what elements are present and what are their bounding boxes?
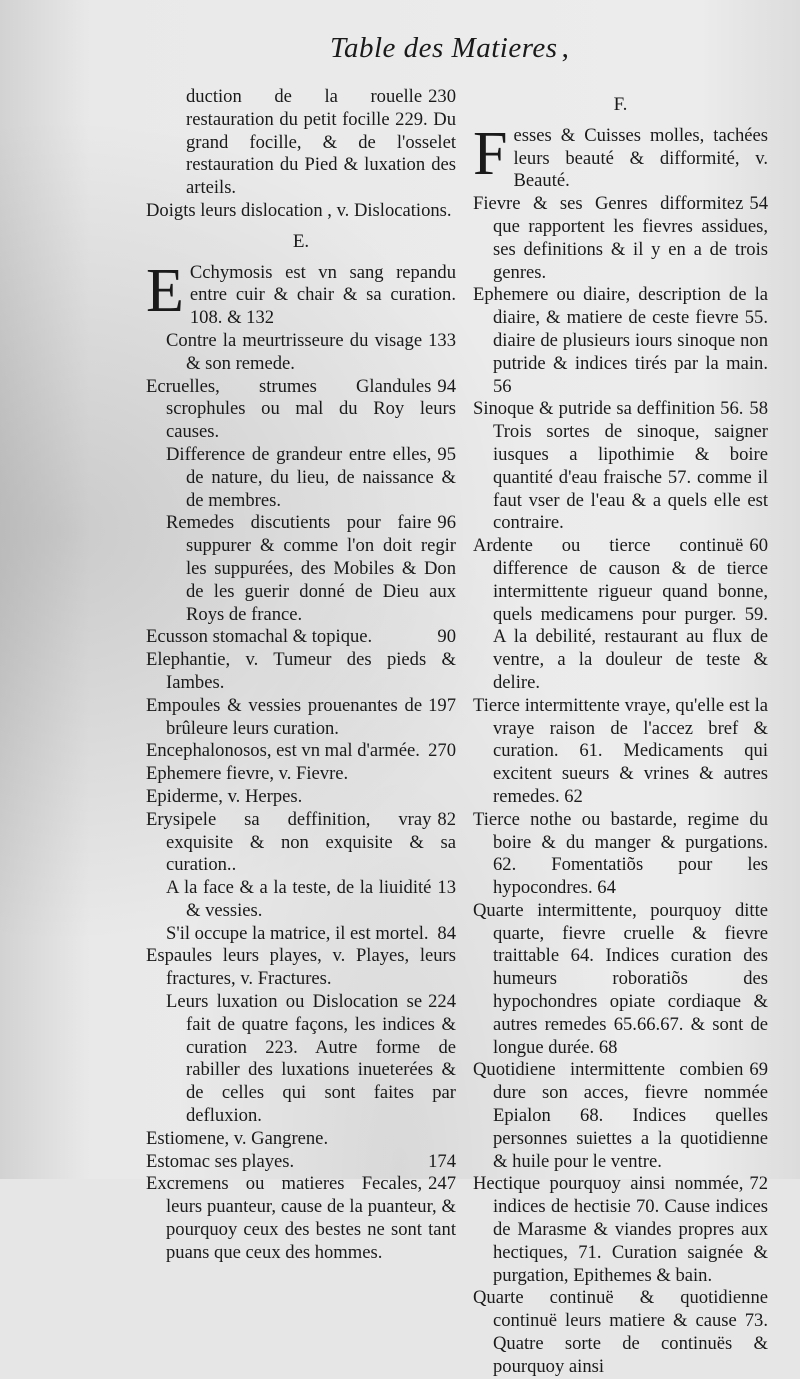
index-entry [146,1128,456,1151]
page-number: 96 [437,512,456,534]
entry-text: S'il occupe la matrice, il est mortel. [166,922,429,944]
index-entry [146,444,456,512]
index-entry [146,200,456,223]
index-entry [146,695,456,741]
entry-text: Difference de grandeur entre elles, de nature, du lieu, de naissance & de membres. [166,443,456,511]
header-title: Table des Matieres [330,32,558,64]
entry-text: Epiderme, v. Herpes. [146,785,303,807]
entry-text: Excremens ou matieres Fecales, leurs puanteur, cause de la puanteur, & pourquoy ceux des bestes ne sont tant puans que ceux des hommes. [146,1173,456,1263]
index-entry [146,945,456,991]
entry-text: Espaules leurs playes, v. Playes, leurs fractures, v. Fractures. [146,945,456,990]
index-entry [473,193,768,284]
header-punct: , [561,32,570,64]
entry-text: Quarte continuë & quotidienne continuë leurs matiere & cause 73. Quatre sorte de continuës & pourquoy ainsi [473,1287,768,1377]
entry-text: Remedes discutients pour faire suppurer & comme l'on doit regir les suppurées, des Mobiles & Don de les guerir donné de Dieu aux Roys de france. [166,512,456,625]
page-number: 174 [428,1150,456,1172]
entry-text: Ephemere ou diaire, description de la diaire, & matiere de ceste fievre 55. diaire de plusieurs iours sinoque non putride & indices tirés par la main. 56 [473,284,768,397]
entry-text: Quarte intermittente, pourquoy ditte quarte, fievre cruelle & fievre traittable 64. Indices curation des humeurs roboratiõs des hypochondres opiate cordiaque & autres remedes 65.66.67. & sont de longue durée. 68 [473,899,768,1058]
entry-text: Estiomene, v. Gangrene. [146,1127,329,1149]
drop-cap: F [473,119,508,188]
entry-text: Encephalonosos, est vn mal d'armée. [146,740,420,762]
index-entry [473,695,768,809]
page-number: 90 [437,626,456,648]
index-entry [473,398,768,535]
entry-text: Sinoque & putride sa deffinition 56. Trois sortes de sinoque, saigner iusques a lipothimie & boire quantité d'eau fraische 57. comme il faut vser de l'eau & a quels elle est contraire. [473,398,768,534]
entry-text: Doigts leurs dislocation , v. Dislocations. [146,199,452,221]
section-heading-e: E. [292,230,310,252]
page-number: 72 [749,1173,768,1195]
section-heading-f: F. [613,94,628,115]
entry-text: Ecruelles, strumes Glandules scrophules ou mal du Roy leurs causes. [146,375,456,443]
index-entry [146,512,456,626]
entry-text: Ardente ou tierce continuë difference de causon & de tierce intermittente rigueur quand bonne, quels medicamens pour purger. 59. A la debilité, restaurant au flux de ventre, a la douleur de teste & delire. [473,535,768,693]
index-entry [146,991,456,1128]
page-number: 58 [749,398,768,420]
entry-text: Estomac ses playes. [146,1150,295,1172]
index-entry [146,626,456,649]
entry-text: Hectique pourquoy ainsi nommée, indices de hectisie 70. Cause indices de Marasme & viandes propres aux hectiques, 71. Curation saignée & purgation, Epithemes & bain. [473,1173,768,1286]
section-f-entries [473,193,768,1378]
index-entry [473,809,768,900]
index-entry [473,535,768,695]
index-entry [146,809,456,877]
page-number: 69 [749,1059,768,1081]
entry-text: Contre la meurtrisseure du visage & son remede. [166,329,423,374]
page-number: 230 [428,86,456,107]
page-number: 95 [437,443,456,465]
index-entry [146,330,456,376]
page-number: 197 [428,694,456,716]
index-entry [473,119,768,193]
entry-text: esses & Cuisses molles, tachées leurs beauté & difformité, v. Beauté. [513,124,768,192]
index-entry [473,1059,768,1173]
index-entry [146,740,456,763]
entry-text: Cchymosis est vn sang repandu entre cuir & chair & sa curation. 108. & 132 [189,261,456,329]
index-entry [146,649,456,695]
index-entry [473,284,768,398]
page-number: 270 [428,740,456,762]
section-e-entries [146,330,456,1265]
page-number: 60 [749,535,768,557]
entry-text: Tierce nothe ou bastarde, regime du boire & du manger & purgations. 62. Fomentatiõs pour les hypocondres. 64 [473,808,768,899]
index-entry [146,763,456,786]
index-entry [473,900,768,1060]
entry-text: A la face & a la teste, de la liuidité & vessies. [166,877,432,921]
page-number: 84 [437,922,456,944]
index-entry [146,923,456,946]
index-entry [146,256,456,330]
page-number: 13 [437,877,456,899]
page-number: 224 [428,991,456,1013]
page-number: 82 [437,808,456,830]
entry-text: Fievre & ses Genres difformitez que rapportent les fievres assidues, ses definitions & il y en a de trois genres. [473,193,768,283]
page-number: 54 [749,193,768,215]
index-entry [146,86,456,200]
index-entry [473,1287,768,1378]
drop-cap: E [146,256,184,325]
entry-text: Ecusson stomachal & topique. [146,626,373,648]
entry-text: Elephantie, v. Tumeur des pieds & Iambes. [146,649,456,693]
entry-text: Ephemere fievre, v. Fievre. [146,763,349,785]
entry-text: Empoules & vessies prouenantes de brûleure leurs curation. [146,694,423,739]
entry-text: Leurs luxation ou Dislocation se fait de quatre façons, les indices & curation 223. Autre forme de rabiller des luxations inueterées & de celles qui sont faites par defluxion. [166,991,456,1127]
entry-text: duction de la rouelle restauration du petit focille 229. Du grand focille, & de l'osselet restauration du Pied & luxation des arteils. [186,86,456,199]
entry-text: Tierce intermittente vraye, qu'elle est la vraye raison de l'accez bref & curation. 61. Medicaments qui excitent sueurs & vrines & autres remedes. 62 [473,694,768,807]
index-entry [146,1173,456,1264]
index-entry [146,877,456,923]
index-entry [146,376,456,444]
running-header [330,32,770,65]
index-entry [473,1173,768,1287]
entry-text: Erysipele sa deffinition, vray exquisite & non exquisite & sa curation.. [146,808,456,876]
entry-text: Quotidiene intermittente combien dure son acces, fievre nommée Epialon 68. Indices quelles personnes suiettes a la quotidienne & huile pour le ventre. [473,1059,768,1172]
left-column [146,86,456,1265]
page-number: 133 [428,329,456,351]
right-column [473,86,768,1379]
index-entry [146,786,456,809]
page-number: 94 [437,375,456,397]
index-entry [146,1151,456,1174]
page-number: 247 [428,1173,456,1195]
